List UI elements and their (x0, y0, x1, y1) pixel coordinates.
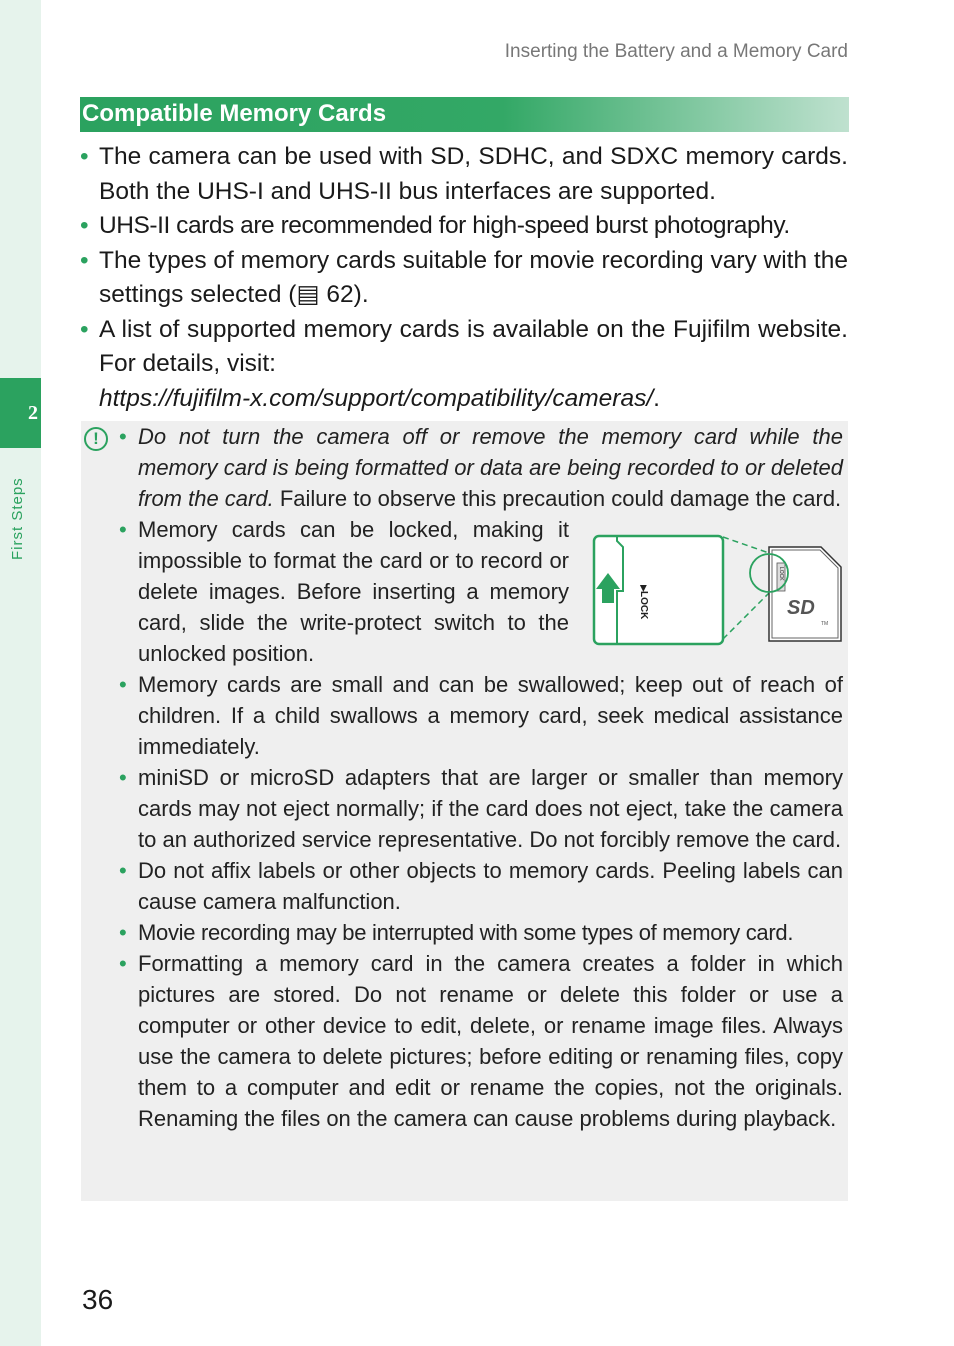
write-protect-figure (591, 533, 844, 648)
caution-list (119, 421, 843, 1134)
chapter-title: First Steps (9, 477, 26, 560)
caution-box (81, 421, 848, 1201)
callout-line-top (723, 537, 769, 553)
bullet-item: • The types of memory cards suitable for movie recording vary with the settings selected (▤ 62). (80, 244, 848, 313)
running-head: Inserting the Battery and a Memory Card (504, 41, 848, 62)
callout-line-bottom (723, 593, 769, 639)
caution-item: • miniSD or microSD adapters that are larger or smaller than memory cards may not eject normally; if the card does not eject, take the camera to an authorized service representative. Do not forcibly remove the card. (119, 762, 843, 855)
caution-item: • Movie recording may be interrupted with some types of memory card. (119, 917, 843, 948)
page-number: 36 (82, 1284, 114, 1315)
bullet-item: • UHS-II cards are recommended for high-speed burst photography. (80, 209, 848, 244)
lock-arrow-glyph: ▶ (639, 585, 649, 592)
sd-logo: SD (787, 597, 815, 619)
caution-item (119, 421, 843, 514)
caution-item: • Do not affix labels or other objects to memory cards. Peeling labels can cause camera malfunction. (119, 855, 843, 917)
sd-card-outline (769, 547, 841, 641)
url-suffix: . (653, 384, 660, 412)
sd-trademark: TM (821, 621, 829, 627)
small-lock-label: LOCK (778, 567, 784, 581)
caution-icon: ! (84, 427, 108, 451)
section-title: Compatible Memory Cards (82, 100, 387, 127)
caution-item-text: Failure to observe this precaution could damage the card. (279, 486, 842, 511)
caution-item: • Memory cards are small and can be swallowed; keep out of reach of children. If a child swallows a memory card, seek medical assistance immediately. (119, 669, 843, 762)
bullet-item: • The camera can be used with SD, SDHC, and SDXC memory cards. Both the UHS-I and UHS-II bus interfaces are supported. (80, 140, 848, 209)
chapter-number: 2 (28, 402, 38, 424)
caution-item: • Formatting a memory card in the camera creates a folder in which pictures are stored. Do not rename or delete this folder or use a computer or other device to edit, delete, or rename image files. Always use the camera to delete pictures; before editing or renaming files, copy them to a computer and edit or rename the copies, not the originals. Renaming the files on the camera can cause problems during playback. (119, 948, 843, 1134)
caution-item-italic: Do not turn the camera off or remove the memory card while the memory card is being formatted or data are being recorded to or deleted from the card. (138, 424, 843, 511)
main-bullet-list (80, 140, 848, 416)
chapter-sidebar (0, 0, 41, 1346)
support-url-link[interactable]: https://fujifilm-x.com/support/compatibility/cameras/ (99, 384, 654, 412)
bullet-item-text: A list of supported memory cards is available on the Fujifilm website. For details, visit: (99, 315, 848, 377)
bullet-item (80, 313, 848, 417)
section-heading-bar (80, 97, 849, 132)
lock-label: LOCK (638, 591, 649, 620)
caution-item: • Memory cards can be locked, making it impossible to format the card or to record or delete images. Before inserting a memory card, slide the write-protect switch to the unlocked position. (119, 514, 569, 669)
